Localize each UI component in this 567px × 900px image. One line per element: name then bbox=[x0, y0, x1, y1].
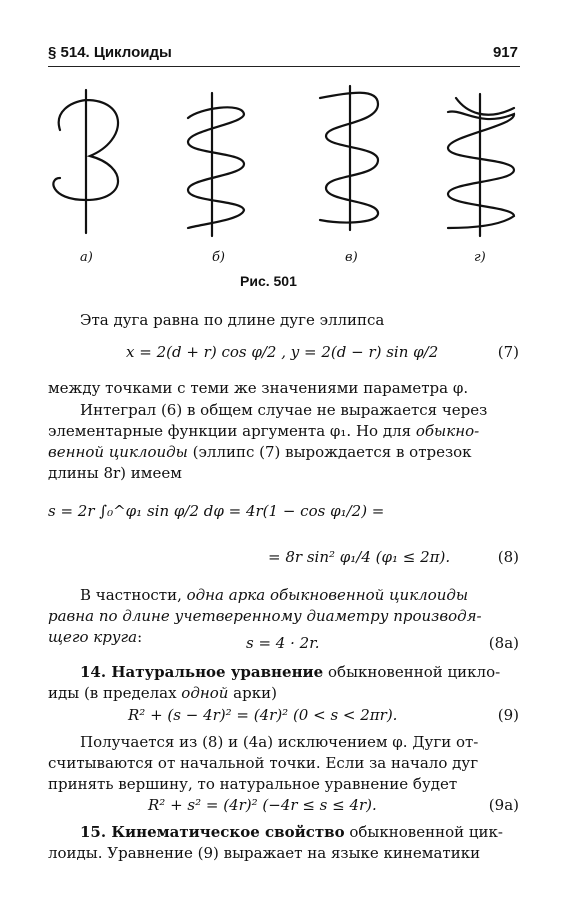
paragraph-3-line-1: Интеграл (6) в общем случае не выражается через bbox=[80, 401, 488, 419]
paragraph-1: Эта дуга равна по длине дуге эллипса bbox=[80, 311, 385, 329]
cycloid-c bbox=[320, 86, 378, 230]
running-header bbox=[48, 44, 518, 68]
subfigure-label-a: а) bbox=[80, 250, 93, 265]
paragraph-5-line-1 bbox=[48, 662, 520, 683]
paragraph-6-line-1: Получается из (8) и (4a) исключением φ. Дуги от- bbox=[80, 733, 479, 751]
paragraph-5-line-2 bbox=[48, 683, 520, 704]
p3-l2-italic: обыкно- bbox=[415, 422, 480, 440]
section-15-heading: 15. Кинематическое свойство bbox=[80, 823, 345, 841]
cycloid-d bbox=[448, 94, 514, 236]
equation-8-line-1: s = 2r ∫₀^φ₁ sin φ/2 dφ = 4r(1 − cos φ₁/2) = bbox=[48, 502, 385, 520]
paragraph-3-line-3 bbox=[48, 442, 520, 463]
equation-7-number: (7) bbox=[497, 343, 519, 361]
figure-501 bbox=[30, 78, 530, 248]
equation-8-line-2: = 8r sin² φ₁/4 (φ₁ ≤ 2π). bbox=[268, 548, 451, 566]
paragraph-7-line-1 bbox=[48, 822, 520, 843]
p5-l2-text-c: арки) bbox=[228, 684, 277, 702]
paragraph-4-line-1 bbox=[48, 585, 520, 606]
p4-l1-text: В частности, bbox=[80, 586, 187, 604]
equation-7: x = 2(d + r) cos φ/2 , y = 2(d − r) sin φ/2 bbox=[126, 343, 439, 361]
paragraph-4-line-2 bbox=[48, 606, 520, 627]
cycloid-b bbox=[188, 93, 244, 236]
equation-9a-number: (9a) bbox=[488, 796, 519, 814]
equation-8a-number: (8a) bbox=[488, 634, 519, 652]
paragraph-6-line-3: принять вершину, то натуральное уравнение будет bbox=[48, 775, 458, 793]
subfigure-label-d: г) bbox=[474, 250, 486, 265]
p7-l1-text: обыкновенной цик- bbox=[344, 823, 503, 841]
section-14-heading: 14. Натуральное уравнение bbox=[80, 663, 324, 681]
p3-l3-text: (эллипс (7) вырождается в отрезок bbox=[187, 443, 472, 461]
page-number: 917 bbox=[492, 44, 518, 61]
p4-l2-italic: равна по длине учетверенному диаметру производя- bbox=[48, 607, 482, 625]
paragraph-2: между точками с теми же значениями параметра φ. bbox=[48, 379, 469, 397]
equation-9-number: (9) bbox=[497, 706, 519, 724]
p3-l3-italic: венной циклоиды bbox=[48, 443, 188, 461]
figure-caption: Рис. 501 bbox=[240, 273, 297, 289]
header-rule bbox=[48, 66, 520, 67]
p5-l2-text-a: иды (в пределах bbox=[48, 684, 182, 702]
paragraph-6-line-2: считываются от начальной точки. Если за начало дуг bbox=[48, 754, 479, 772]
equation-8-number: (8) bbox=[497, 548, 519, 566]
equation-8a: s = 4 · 2r. bbox=[246, 634, 320, 652]
equation-9a: R² + s² = (4r)² (−4r ≤ s ≤ 4r). bbox=[148, 796, 377, 814]
equation-9: R² + (s − 4r)² = (4r)² (0 < s < 2πr). bbox=[128, 706, 398, 724]
p4-l3-italic: щего круга bbox=[48, 628, 138, 646]
paragraph-7-line-2: лоиды. Уравнение (9) выражает на языке кинематики bbox=[48, 844, 481, 862]
paragraph-3-line-4: длины 8r) имеем bbox=[48, 464, 182, 482]
subfigure-label-c: в) bbox=[345, 250, 358, 265]
subfigure-label-b: б) bbox=[212, 250, 226, 265]
p4-l3-colon: : bbox=[137, 628, 143, 646]
p3-l2-text: элементарные функции аргумента φ₁. Но для bbox=[48, 422, 416, 440]
cycloid-a bbox=[53, 90, 118, 233]
paragraph-3-line-2 bbox=[48, 421, 520, 442]
p5-l2-italic: одной bbox=[181, 684, 229, 702]
p4-l1-italic: одна арка обыкновенной циклоиды bbox=[186, 586, 469, 604]
section-title: § 514. Циклоиды bbox=[48, 44, 172, 61]
p5-l1-text: обыкновенной цикло- bbox=[323, 663, 501, 681]
